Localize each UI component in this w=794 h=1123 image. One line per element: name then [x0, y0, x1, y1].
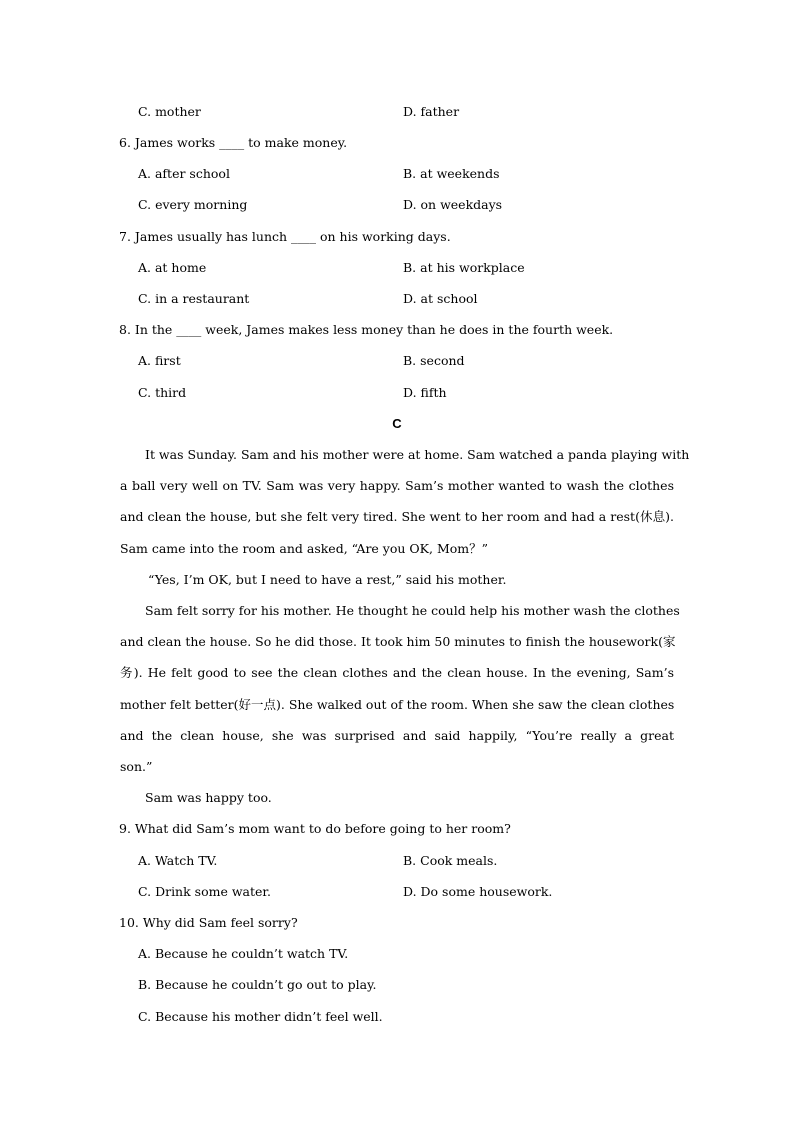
q8-options-row-2 [0, 383, 794, 403]
q6-stem-row [0, 133, 794, 153]
q6-option-c: C. every morning [138, 197, 248, 212]
passage-line: Sam came into the room and asked, “Are you OK, Mom？” [120, 541, 489, 556]
q7-options-row-1 [0, 258, 794, 278]
passage-line: and clean the house. So he did those. It took him 50 minutes to finish the housework(家 [120, 634, 676, 649]
passage-line: “Yes, I’m OK, but I need to have a rest,” said his mother. [148, 572, 507, 587]
q5-option-c: C. mother [138, 104, 201, 119]
q10-stem-row [0, 913, 794, 933]
q6-options-row-2 [0, 195, 794, 215]
q9-option-b: B. Cook meals. [403, 853, 498, 868]
q9-stem: 9. What did Sam’s mom want to do before going to her room? [119, 821, 511, 836]
passage-line: mother felt better(好一点). She walked out of the room. When she saw the clean clothes [120, 697, 675, 712]
passage-line: It was Sunday. Sam and his mother were at home. Sam watched a panda playing with [145, 447, 690, 462]
q8-option-d: D. fifth [403, 385, 447, 400]
passage-line: Sam felt sorry for his mother. He thought he could help his mother wash the clothes [145, 603, 680, 618]
q7-option-d: D. at school [403, 291, 478, 306]
q10-option-b: B. Because he couldn’t go out to play. [138, 977, 377, 992]
q7-options-row-2 [0, 289, 794, 309]
q10-option-c-row [0, 1007, 794, 1027]
q5-option-d: D. father [403, 104, 460, 119]
passage-line: and the clean house, she was surprised and said happily, “You’re really a great [120, 728, 674, 743]
q6-stem: 6. James works ____ to make money. [119, 135, 348, 150]
q7-stem-row [0, 227, 794, 247]
q8-options-row-1 [0, 351, 794, 371]
q7-option-c: C. in a restaurant [138, 291, 250, 306]
q6-option-a: A. after school [138, 166, 230, 181]
q10-stem: 10. Why did Sam feel sorry? [119, 915, 298, 930]
passage-line: Sam was happy too. [145, 790, 272, 805]
q6-option-b: B. at weekends [403, 166, 500, 181]
q8-option-c: C. third [138, 385, 187, 400]
q7-stem: 7. James usually has lunch ____ on his working days. [119, 229, 451, 244]
q10-option-a-row [0, 944, 794, 964]
q10-option-a: A. Because he couldn’t watch TV. [138, 946, 349, 961]
q9-option-c: C. Drink some water. [138, 884, 271, 899]
q10-option-b-row [0, 975, 794, 995]
q9-option-d: D. Do some housework. [403, 884, 553, 899]
passage-line: 务). He felt good to see the clean clothes and the clean house. In the evening, Sam’s [120, 665, 674, 680]
passage-line: and clean the house, but she felt very tired. She went to her room and had a rest(休息). [120, 509, 674, 524]
q8-stem: 8. In the ____ week, James makes less money than he does in the fourth week. [119, 322, 614, 337]
q6-option-d: D. on weekdays [403, 197, 503, 212]
q10-option-c: C. Because his mother didn’t feel well. [138, 1009, 383, 1024]
q6-options-row-1 [0, 164, 794, 184]
q9-stem-row [0, 819, 794, 839]
q9-option-a: A. Watch TV. [138, 853, 218, 868]
q8-option-b: B. second [403, 353, 465, 368]
q7-option-b: B. at his workplace [403, 260, 525, 275]
passage-line: a ball very well on TV. Sam was very happy. Sam’s mother wanted to wash the clothes [120, 478, 674, 493]
section-heading-c: C [392, 416, 402, 431]
q9-options-row-2 [0, 882, 794, 902]
q9-options-row-1 [0, 851, 794, 871]
q7-option-a: A. at home [138, 260, 207, 275]
q8-stem-row [0, 320, 794, 340]
q5-options-row-2 [0, 102, 794, 122]
passage-line: son.” [120, 759, 153, 774]
q8-option-a: A. first [138, 353, 181, 368]
